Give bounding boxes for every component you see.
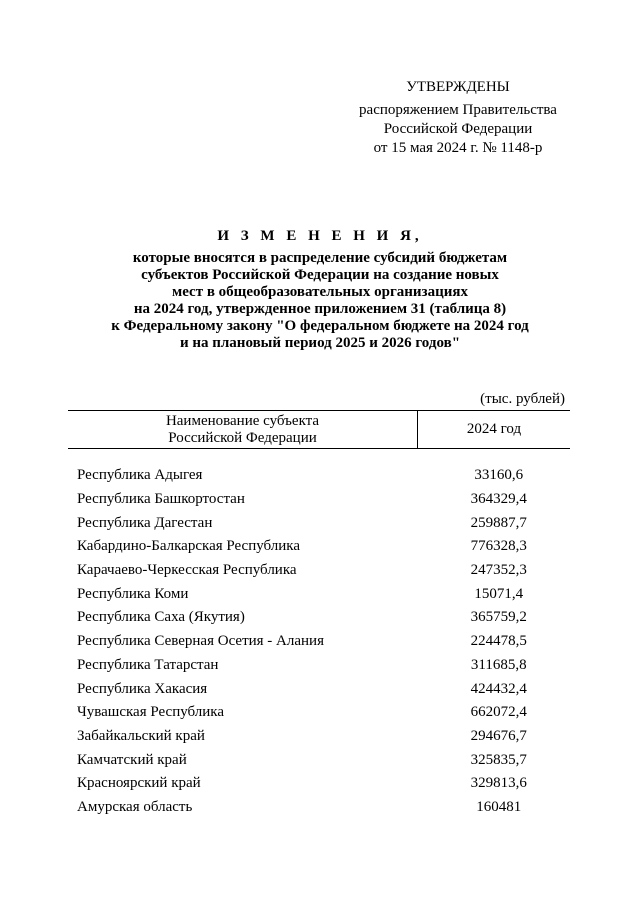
region-name: Чувашская Республика [77, 704, 225, 721]
region-value: 364329,4 [470, 491, 527, 508]
region-name: Республика Хакасия [77, 680, 208, 697]
table-row [68, 582, 570, 606]
region-name: Республика Саха (Якутия) [77, 609, 245, 626]
table-row [68, 796, 570, 820]
region-value: 365759,2 [470, 609, 527, 626]
region-name: Кабардино-Балкарская Республика [77, 538, 301, 555]
header-year: 2024 год [418, 411, 571, 449]
table-row [68, 535, 570, 559]
title-line-4: на 2024 год, утвержденное приложением 31 (таблица 8) [133, 301, 507, 317]
region-name: Красноярский край [77, 775, 201, 792]
region-name: Республика Дагестан [77, 514, 213, 531]
table-row [68, 677, 570, 701]
region-name: Республика Коми [77, 585, 189, 602]
table-row [68, 630, 570, 654]
region-value: 15071,4 [474, 585, 524, 602]
table-header-row [68, 411, 570, 449]
title-line-6: и на плановый период 2025 и 2026 годов" [179, 335, 461, 351]
region-value: 259887,7 [470, 514, 527, 531]
region-name: Республика Северная Осетия - Алания [77, 633, 324, 650]
title-line-3: мест в общеобразовательных организациях [172, 284, 468, 300]
region-name: Камчатский край [77, 751, 187, 768]
region-name: Амурская область [77, 798, 193, 815]
region-value: 776328,3 [470, 538, 527, 555]
units-label: (тыс. рублей) [480, 391, 565, 407]
table-row [68, 464, 570, 488]
table-row [68, 488, 570, 512]
table-row [68, 772, 570, 796]
header-region-name-line-2: Российской Федерации [168, 429, 317, 446]
document-title [70, 228, 570, 352]
table-row [68, 559, 570, 583]
approval-heading: УТВЕРЖДЕНЫ [406, 79, 510, 95]
table-row [68, 748, 570, 772]
table-row [68, 725, 570, 749]
approval-line-3: от 15 мая 2024 г. № 1148-р [373, 140, 543, 156]
region-value: 247352,3 [470, 562, 527, 579]
table-row [68, 511, 570, 535]
region-name: Забайкальский край [77, 727, 205, 744]
approval-line-2: Российской Федерации [383, 121, 533, 137]
table-row [68, 701, 570, 725]
approval-block [300, 78, 616, 158]
region-value: 424432,4 [470, 680, 527, 697]
title-heading: И З М Е Н Е Н И Я, [217, 228, 423, 244]
title-line-5: к Федеральному закону "О федеральном бюджете на 2024 год [111, 318, 529, 334]
table-row [68, 606, 570, 630]
approval-line-1: распоряжением Правительства [359, 102, 557, 118]
table-row [68, 654, 570, 678]
region-value: 160481 [476, 798, 522, 815]
region-value: 224478,5 [470, 633, 527, 650]
title-line-2: субъектов Российской Федерации на создание новых [141, 267, 499, 283]
region-value: 662072,4 [470, 704, 527, 721]
region-value: 311685,8 [470, 656, 527, 673]
subsidy-table [68, 410, 570, 819]
region-name: Республика Адыгея [77, 467, 203, 484]
region-value: 329813,6 [470, 775, 527, 792]
region-value: 294676,7 [470, 727, 527, 744]
region-name: Республика Башкортостан [77, 491, 245, 508]
title-line-1: которые вносятся в распределение субсидий бюджетам [132, 250, 508, 266]
header-region-name-line-1: Наименование субъекта [165, 412, 320, 429]
region-value: 33160,6 [474, 467, 524, 484]
region-value: 325835,7 [470, 751, 527, 768]
header-region-name [68, 411, 418, 449]
region-name: Карачаево-Черкесская Республика [77, 562, 297, 579]
region-name: Республика Татарстан [77, 656, 219, 673]
